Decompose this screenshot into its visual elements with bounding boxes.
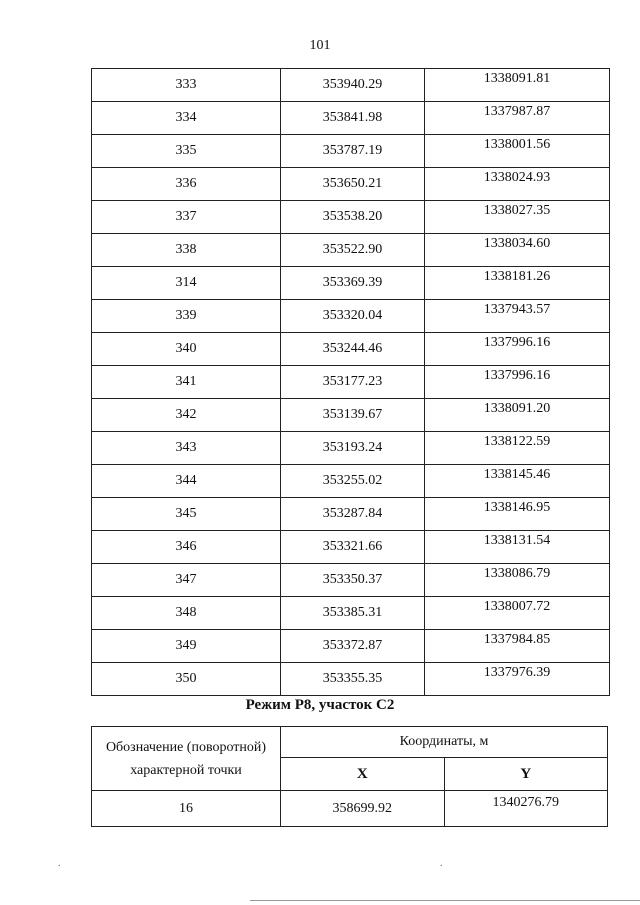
y-coordinate-cell: 1338181.26 — [425, 267, 610, 300]
x-coordinate-cell: 353355.35 — [281, 663, 425, 696]
point-number-cell: 345 — [92, 498, 281, 531]
point-number-cell: 343 — [92, 432, 281, 465]
point-number-cell: 341 — [92, 366, 281, 399]
section-coordinates-table — [91, 726, 608, 827]
point-number-cell: 336 — [92, 168, 281, 201]
point-header-line2: характерной точки — [130, 762, 242, 778]
y-coordinate-cell: 1338001.56 — [425, 135, 610, 168]
point-number-cell: 16 — [92, 791, 281, 827]
x-coordinate-cell: 353193.24 — [281, 432, 425, 465]
x-coordinate-cell: 353244.46 — [281, 333, 425, 366]
x-coordinate-cell: 353369.39 — [281, 267, 425, 300]
point-number-cell: 314 — [92, 267, 281, 300]
x-coordinate-cell: 353385.31 — [281, 597, 425, 630]
y-coordinate-cell: 1338024.93 — [425, 168, 610, 201]
x-coordinate-cell: 353321.66 — [281, 531, 425, 564]
table-row — [92, 531, 610, 564]
y-coordinate-cell: 1337943.57 — [425, 300, 610, 333]
point-number-cell: 349 — [92, 630, 281, 663]
footer-rule — [250, 900, 640, 901]
y-coordinate-cell: 1338122.59 — [425, 432, 610, 465]
x-coordinate-cell: 353522.90 — [281, 234, 425, 267]
point-number-cell: 338 — [92, 234, 281, 267]
coordinates-header: Координаты, м — [281, 727, 608, 758]
y-coordinate-cell: 1338007.72 — [425, 597, 610, 630]
point-number-cell: 342 — [92, 399, 281, 432]
x-header: X — [281, 758, 445, 791]
point-number-cell: 339 — [92, 300, 281, 333]
point-designation-header — [92, 727, 281, 791]
y-coordinate-cell: 1340276.79 — [444, 791, 608, 827]
page-number: 101 — [309, 38, 331, 53]
point-number-cell: 340 — [92, 333, 281, 366]
y-coordinate-cell: 1338091.81 — [425, 69, 610, 102]
table-row — [92, 135, 610, 168]
point-number-cell: 333 — [92, 69, 281, 102]
table-row — [92, 399, 610, 432]
x-coordinate-cell: 353320.04 — [281, 300, 425, 333]
y-coordinate-cell: 1338086.79 — [425, 564, 610, 597]
y-coordinate-cell: 1338146.95 — [425, 498, 610, 531]
x-coordinate-cell: 353287.84 — [281, 498, 425, 531]
table-row — [92, 102, 610, 135]
footer-mark-left: . — [58, 858, 61, 869]
y-coordinate-cell: 1338131.54 — [425, 531, 610, 564]
table-row — [92, 300, 610, 333]
table-row — [92, 333, 610, 366]
y-coordinate-cell: 1337996.16 — [425, 366, 610, 399]
table-row — [92, 498, 610, 531]
point-number-cell: 346 — [92, 531, 281, 564]
point-number-cell: 334 — [92, 102, 281, 135]
table-row — [92, 366, 610, 399]
coordinates-table — [91, 68, 610, 696]
y-coordinate-cell: 1337987.87 — [425, 102, 610, 135]
table-row — [92, 465, 610, 498]
header-row — [92, 727, 608, 758]
x-coordinate-cell: 353538.20 — [281, 201, 425, 234]
y-coordinate-cell: 1338091.20 — [425, 399, 610, 432]
coordinates-table-body — [92, 69, 610, 696]
table-row — [92, 201, 610, 234]
x-coordinate-cell: 353350.37 — [281, 564, 425, 597]
x-coordinate-cell: 353177.23 — [281, 366, 425, 399]
y-coordinate-cell: 1337996.16 — [425, 333, 610, 366]
table-row — [92, 791, 608, 827]
table-row — [92, 234, 610, 267]
y-coordinate-cell: 1338027.35 — [425, 201, 610, 234]
point-number-cell: 335 — [92, 135, 281, 168]
table-row — [92, 69, 610, 102]
x-coordinate-cell: 353372.87 — [281, 630, 425, 663]
table-row — [92, 564, 610, 597]
table-row — [92, 630, 610, 663]
table-row — [92, 663, 610, 696]
table-row — [92, 267, 610, 300]
table-row — [92, 168, 610, 201]
x-coordinate-cell: 353255.02 — [281, 465, 425, 498]
section-title: Режим Р8, участок С2 — [245, 697, 395, 713]
point-header-line1: Обозначение (поворотной) — [105, 739, 267, 755]
table-row — [92, 597, 610, 630]
table-row — [92, 432, 610, 465]
y-coordinate-cell: 1338034.60 — [425, 234, 610, 267]
point-number-cell: 348 — [92, 597, 281, 630]
point-number-cell: 337 — [92, 201, 281, 234]
point-number-cell: 344 — [92, 465, 281, 498]
x-coordinate-cell: 353841.98 — [281, 102, 425, 135]
y-coordinate-cell: 1337976.39 — [425, 663, 610, 696]
x-coordinate-cell: 353787.19 — [281, 135, 425, 168]
x-coordinate-cell: 353940.29 — [281, 69, 425, 102]
footer-mark-right: . — [440, 858, 443, 869]
x-coordinate-cell: 353139.67 — [281, 399, 425, 432]
point-number-cell: 350 — [92, 663, 281, 696]
y-coordinate-cell: 1337984.85 — [425, 630, 610, 663]
point-number-cell: 347 — [92, 564, 281, 597]
y-coordinate-cell: 1338145.46 — [425, 465, 610, 498]
y-header: Y — [444, 758, 608, 791]
x-coordinate-cell: 358699.92 — [281, 791, 445, 827]
x-coordinate-cell: 353650.21 — [281, 168, 425, 201]
